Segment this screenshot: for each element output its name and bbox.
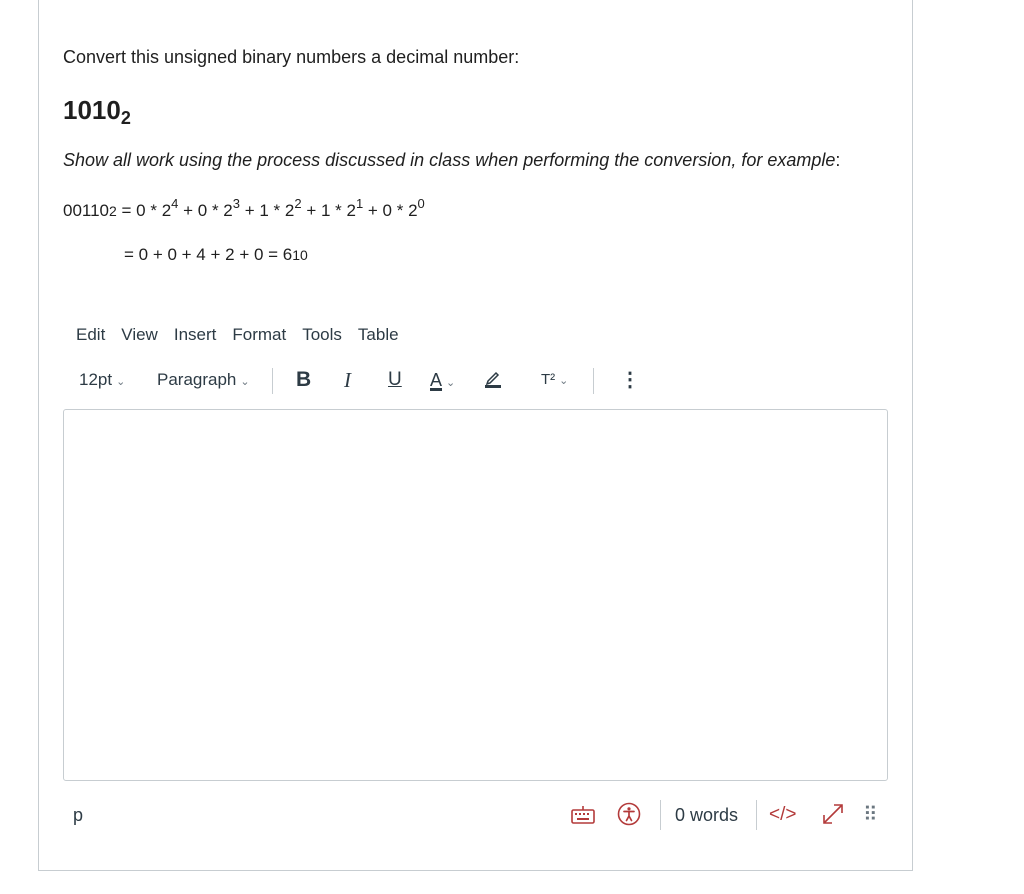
accessibility-icon [617, 802, 641, 826]
toolbar-separator [593, 368, 594, 394]
instructions-colon: : [835, 150, 841, 170]
question-prompt: Convert this unsigned binary numbers a decimal number: [63, 47, 520, 67]
instructions [63, 150, 840, 171]
font-size-select[interactable] [79, 366, 125, 394]
bold-button[interactable]: B [296, 368, 312, 391]
example-exp-5: 0 [417, 196, 425, 211]
example-result-base: 10 [292, 247, 308, 263]
example-term-4: + 1 * 2 [301, 201, 356, 220]
text-color-icon: A [430, 370, 443, 390]
fullscreen-button[interactable] [820, 800, 846, 830]
binary-number-base: 2 [120, 108, 131, 128]
keyboard-icon [570, 801, 596, 827]
toolbar-separator [272, 368, 273, 394]
chevron-down-icon: ⌄ [116, 376, 126, 388]
chevron-down-icon: ⌄ [240, 376, 250, 388]
html-editor-toggle[interactable]: </> [769, 804, 797, 825]
italic-button[interactable]: I [344, 368, 351, 392]
element-path[interactable]: p [73, 805, 84, 825]
menu-format[interactable]: Format [232, 325, 287, 344]
highlighter-icon [483, 368, 503, 388]
chevron-down-icon: ⌄ [446, 377, 456, 389]
example-term-5: + 0 * 2 [363, 201, 418, 220]
example-sum: = 0 + 0 + 4 + 2 + 0 = 6 [124, 245, 293, 264]
example-line-2 [124, 245, 308, 265]
expand-icon [820, 801, 846, 827]
menu-table[interactable]: Table [357, 325, 399, 344]
menu-insert[interactable]: Insert [173, 325, 217, 344]
example-term-3: + 1 * 2 [240, 201, 295, 220]
word-count[interactable]: 0 words [675, 805, 739, 825]
example-exp-2: 3 [232, 196, 240, 211]
rich-text-editor[interactable] [63, 409, 888, 781]
superscript-button[interactable] [541, 366, 568, 394]
example-line-1 [63, 196, 425, 221]
example-term-1: = 0 * 2 [116, 201, 172, 220]
menu-view[interactable]: View [121, 325, 158, 344]
block-format-select[interactable] [157, 366, 250, 394]
example-bin-value: 00110 [63, 201, 110, 220]
chevron-down-icon: ⌄ [559, 375, 569, 387]
menu-tools[interactable]: Tools [302, 325, 342, 344]
block-format-value: Paragraph [157, 370, 237, 389]
underline-button[interactable]: U [388, 369, 402, 390]
accessibility-checker-button[interactable] [617, 800, 641, 830]
menu-edit[interactable]: Edit [76, 325, 106, 344]
binary-number-value: 1010 [63, 95, 121, 125]
status-separator [660, 800, 661, 830]
more-options-button[interactable]: ⋮ [620, 369, 640, 391]
text-color-button[interactable] [430, 366, 455, 394]
resize-handle-icon[interactable]: ⠿ [863, 804, 878, 826]
highlight-color-button[interactable] [483, 366, 503, 394]
binary-number [63, 95, 131, 129]
example-bin-base: 2 [109, 203, 117, 219]
instructions-text: Show all work using the process discussed in class when performing the conversion, for example [63, 150, 836, 170]
example-term-2: + 0 * 2 [178, 201, 233, 220]
font-size-value: 12pt [79, 370, 113, 389]
superscript-icon: T² [541, 371, 556, 388]
example-exp-4: 1 [355, 196, 364, 211]
editor-menubar [76, 325, 415, 345]
example-exp-3: 2 [294, 196, 302, 211]
status-separator [756, 800, 757, 830]
example-exp-1: 4 [171, 196, 179, 211]
keyboard-shortcuts-button[interactable] [570, 800, 596, 830]
